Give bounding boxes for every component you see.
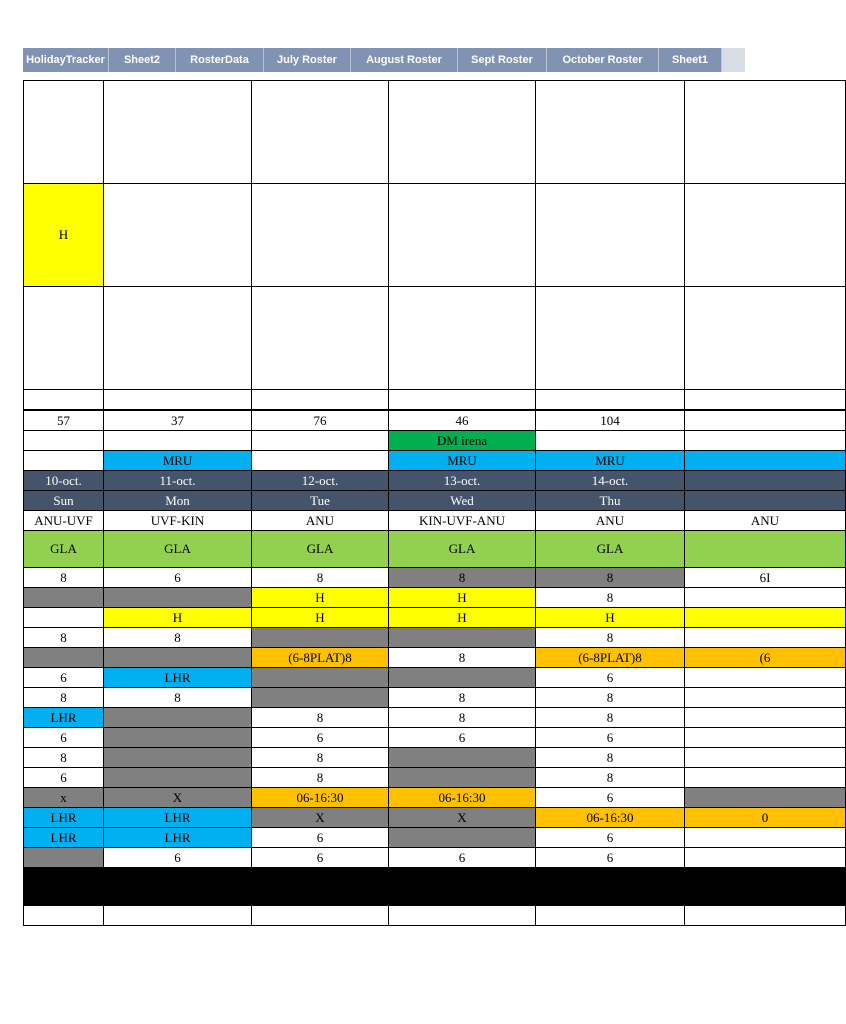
cell[interactable] xyxy=(252,390,389,411)
cell[interactable] xyxy=(536,184,685,287)
cell[interactable]: X xyxy=(252,808,389,828)
cell[interactable]: 10-oct. xyxy=(24,471,104,491)
cell[interactable]: 8 xyxy=(536,628,685,648)
cell[interactable]: 06-16:30 xyxy=(389,788,536,808)
cell[interactable]: 6I xyxy=(685,568,846,588)
cell[interactable] xyxy=(252,688,389,708)
table-row xyxy=(24,287,846,390)
cell[interactable] xyxy=(685,788,846,808)
cell[interactable] xyxy=(685,668,846,688)
cell[interactable]: 8 xyxy=(536,708,685,728)
table-row xyxy=(24,748,846,768)
cell[interactable] xyxy=(685,471,846,491)
cell[interactable]: 6 xyxy=(536,668,685,688)
cell[interactable] xyxy=(536,431,685,451)
cell[interactable] xyxy=(252,287,389,390)
cell[interactable]: H xyxy=(24,184,104,287)
cell[interactable] xyxy=(104,748,252,768)
cell[interactable] xyxy=(24,648,104,668)
table-row xyxy=(24,608,846,628)
cell[interactable] xyxy=(104,390,252,411)
cell[interactable] xyxy=(685,748,846,768)
cell[interactable] xyxy=(104,906,252,926)
cell[interactable] xyxy=(536,390,685,411)
cell[interactable] xyxy=(685,451,846,471)
cell[interactable] xyxy=(536,868,685,906)
cell[interactable] xyxy=(389,628,536,648)
cell[interactable]: 8 xyxy=(24,628,104,648)
cell[interactable]: LHR xyxy=(24,708,104,728)
cell[interactable] xyxy=(536,906,685,926)
cell[interactable]: (6 xyxy=(685,648,846,668)
cell[interactable] xyxy=(685,81,846,184)
cell[interactable] xyxy=(24,451,104,471)
cell[interactable]: 6 xyxy=(24,768,104,788)
table-row xyxy=(24,906,846,926)
cell[interactable]: X xyxy=(104,788,252,808)
cell[interactable] xyxy=(685,431,846,451)
cell[interactable]: 46 xyxy=(389,410,536,431)
table-row xyxy=(24,788,846,808)
cell[interactable]: 8 xyxy=(252,748,389,768)
cell[interactable] xyxy=(389,828,536,848)
table-row xyxy=(24,511,846,531)
cell[interactable]: ANU-UVF xyxy=(24,511,104,531)
cell[interactable] xyxy=(104,648,252,668)
cell[interactable] xyxy=(24,868,104,906)
cell[interactable] xyxy=(389,906,536,926)
cell[interactable]: KIN-UVF-ANU xyxy=(389,511,536,531)
cell[interactable]: 8 xyxy=(24,748,104,768)
cell[interactable]: Sun xyxy=(24,491,104,511)
cell[interactable]: H xyxy=(252,608,389,628)
cell[interactable]: ANU xyxy=(252,511,389,531)
table-row xyxy=(24,728,846,748)
cell[interactable] xyxy=(389,184,536,287)
table-row xyxy=(24,708,846,728)
cell[interactable] xyxy=(685,531,846,568)
cell[interactable] xyxy=(389,868,536,906)
cell[interactable]: Mon xyxy=(104,491,252,511)
cell[interactable]: LHR xyxy=(24,828,104,848)
cell[interactable]: H xyxy=(104,608,252,628)
cell[interactable] xyxy=(252,668,389,688)
cell[interactable]: ANU xyxy=(685,511,846,531)
cell[interactable] xyxy=(104,708,252,728)
spreadsheet-grid xyxy=(23,80,780,925)
cell[interactable] xyxy=(389,768,536,788)
cell[interactable]: 8 xyxy=(389,688,536,708)
cell[interactable]: 8 xyxy=(104,688,252,708)
cell[interactable]: GLA xyxy=(104,531,252,568)
cell[interactable]: H xyxy=(389,608,536,628)
cell[interactable]: 8 xyxy=(389,708,536,728)
cell[interactable]: MRU xyxy=(536,451,685,471)
sheet-tab-sheet2[interactable]: Sheet2 xyxy=(109,48,176,72)
cell[interactable] xyxy=(685,491,846,511)
cell[interactable] xyxy=(685,608,846,628)
cell[interactable] xyxy=(389,390,536,411)
cell[interactable]: 06-16:30 xyxy=(252,788,389,808)
cell[interactable]: 6 xyxy=(536,788,685,808)
cell[interactable]: 14-oct. xyxy=(536,471,685,491)
cell[interactable]: X xyxy=(389,808,536,828)
cell[interactable] xyxy=(536,81,685,184)
cell[interactable]: 6 xyxy=(536,828,685,848)
cell[interactable]: 6 xyxy=(536,848,685,868)
cell[interactable] xyxy=(24,287,104,390)
cell[interactable] xyxy=(685,588,846,608)
cell[interactable]: GLA xyxy=(389,531,536,568)
table-row xyxy=(24,828,846,848)
cell[interactable]: 104 xyxy=(536,410,685,431)
table-row xyxy=(24,768,846,788)
cell[interactable] xyxy=(685,708,846,728)
cell[interactable]: LHR xyxy=(104,828,252,848)
cell[interactable] xyxy=(685,410,846,431)
cell[interactable]: LHR xyxy=(24,808,104,828)
cell[interactable]: 6 xyxy=(24,668,104,688)
cell[interactable]: Wed xyxy=(389,491,536,511)
sheet-tab-holidaytracker[interactable]: HolidayTracker xyxy=(23,48,109,72)
cell[interactable]: 8 xyxy=(252,708,389,728)
cell[interactable]: 76 xyxy=(252,410,389,431)
cell[interactable] xyxy=(104,431,252,451)
cell[interactable]: ANU xyxy=(536,511,685,531)
cell[interactable]: 8 xyxy=(24,568,104,588)
cell[interactable]: 6 xyxy=(252,848,389,868)
sheet-tab-sheet1[interactable]: Sheet1 xyxy=(659,48,722,72)
cell[interactable] xyxy=(685,828,846,848)
cell[interactable]: 6 xyxy=(252,728,389,748)
table-row xyxy=(24,648,846,668)
table-row xyxy=(24,184,846,287)
sheet-tab-july-roster[interactable]: July Roster xyxy=(264,48,351,72)
cell[interactable]: H xyxy=(536,608,685,628)
cell[interactable]: 0 xyxy=(685,808,846,828)
cell[interactable]: 13-oct. xyxy=(389,471,536,491)
table-row xyxy=(24,588,846,608)
cell[interactable]: 06-16:30 xyxy=(536,808,685,828)
cell[interactable]: 8 xyxy=(536,768,685,788)
cell[interactable] xyxy=(252,628,389,648)
cell[interactable] xyxy=(252,81,389,184)
cell[interactable]: 6 xyxy=(24,728,104,748)
table-row xyxy=(24,808,846,828)
cell[interactable]: MRU xyxy=(389,451,536,471)
cell[interactable]: 8 xyxy=(389,568,536,588)
cell[interactable]: DM irena xyxy=(389,431,536,451)
sheet-tab-rosterdata[interactable]: RosterData xyxy=(176,48,264,72)
cell[interactable] xyxy=(24,81,104,184)
table-row xyxy=(24,471,846,491)
table-row xyxy=(24,81,846,184)
cell[interactable] xyxy=(685,184,846,287)
cell[interactable] xyxy=(104,868,252,906)
cell[interactable] xyxy=(104,81,252,184)
sheet-tab-sept-roster[interactable]: Sept Roster xyxy=(458,48,547,72)
cell[interactable] xyxy=(389,748,536,768)
cell[interactable]: 8 xyxy=(536,688,685,708)
cell[interactable]: x xyxy=(24,788,104,808)
table-row xyxy=(24,431,846,451)
cell[interactable] xyxy=(685,906,846,926)
cell[interactable]: UVF-KIN xyxy=(104,511,252,531)
sheet-tab-october-roster[interactable]: October Roster xyxy=(547,48,659,72)
cell[interactable]: 8 xyxy=(24,688,104,708)
cell[interactable]: 11-oct. xyxy=(104,471,252,491)
cell[interactable] xyxy=(24,608,104,628)
cell[interactable] xyxy=(24,848,104,868)
cell[interactable]: MRU xyxy=(104,451,252,471)
cell[interactable] xyxy=(685,848,846,868)
cell[interactable] xyxy=(685,287,846,390)
cell[interactable] xyxy=(104,588,252,608)
cell[interactable]: 8 xyxy=(252,768,389,788)
sheet-tab-august-roster[interactable]: August Roster xyxy=(351,48,458,72)
cell[interactable] xyxy=(104,287,252,390)
cell[interactable]: 6 xyxy=(104,848,252,868)
cell[interactable] xyxy=(252,868,389,906)
cell[interactable]: 6 xyxy=(252,828,389,848)
cell[interactable]: 8 xyxy=(389,648,536,668)
cell[interactable]: 8 xyxy=(252,568,389,588)
cell[interactable] xyxy=(252,906,389,926)
cell[interactable] xyxy=(536,287,685,390)
cell[interactable]: 37 xyxy=(104,410,252,431)
cell[interactable]: LHR xyxy=(104,808,252,828)
table-row xyxy=(24,628,846,648)
cell[interactable]: 8 xyxy=(536,568,685,588)
cell[interactable]: Thu xyxy=(536,491,685,511)
cell[interactable]: 12-oct. xyxy=(252,471,389,491)
cell[interactable]: 6 xyxy=(389,728,536,748)
table-row xyxy=(24,568,846,588)
table-row xyxy=(24,688,846,708)
table-row xyxy=(24,451,846,471)
table-row xyxy=(24,668,846,688)
table-row xyxy=(24,868,846,906)
table-row xyxy=(24,531,846,568)
cell[interactable]: 57 xyxy=(24,410,104,431)
table-row xyxy=(24,848,846,868)
cell[interactable] xyxy=(389,287,536,390)
cell[interactable]: 6 xyxy=(104,568,252,588)
cell[interactable]: 8 xyxy=(104,628,252,648)
cell[interactable]: (6-8PLAT)8 xyxy=(252,648,389,668)
table-row xyxy=(24,390,846,411)
cell[interactable] xyxy=(685,628,846,648)
cell[interactable] xyxy=(685,390,846,411)
cell[interactable]: 6 xyxy=(536,728,685,748)
cell[interactable] xyxy=(104,728,252,748)
cell[interactable] xyxy=(24,588,104,608)
cell[interactable]: 6 xyxy=(389,848,536,868)
table-row xyxy=(24,491,846,511)
cell[interactable] xyxy=(685,688,846,708)
cell[interactable] xyxy=(24,431,104,451)
cell[interactable] xyxy=(389,668,536,688)
cell[interactable]: 8 xyxy=(536,588,685,608)
cell[interactable] xyxy=(24,906,104,926)
cell[interactable]: GLA xyxy=(252,531,389,568)
roster-table xyxy=(23,80,846,926)
cell[interactable]: GLA xyxy=(24,531,104,568)
cell[interactable]: 8 xyxy=(536,748,685,768)
cell[interactable]: H xyxy=(389,588,536,608)
cell[interactable] xyxy=(252,451,389,471)
table-row xyxy=(24,410,846,431)
cell[interactable] xyxy=(104,184,252,287)
cell[interactable] xyxy=(24,390,104,411)
cell[interactable] xyxy=(685,768,846,788)
cell[interactable] xyxy=(389,81,536,184)
cell[interactable] xyxy=(252,184,389,287)
sheet-tab-bar xyxy=(23,48,745,72)
cell[interactable]: Tue xyxy=(252,491,389,511)
cell[interactable]: LHR xyxy=(104,668,252,688)
cell[interactable]: GLA xyxy=(536,531,685,568)
cell[interactable]: (6-8PLAT)8 xyxy=(536,648,685,668)
cell[interactable]: H xyxy=(252,588,389,608)
cell[interactable] xyxy=(685,868,846,906)
cell[interactable] xyxy=(252,431,389,451)
cell[interactable] xyxy=(104,768,252,788)
cell[interactable] xyxy=(685,728,846,748)
